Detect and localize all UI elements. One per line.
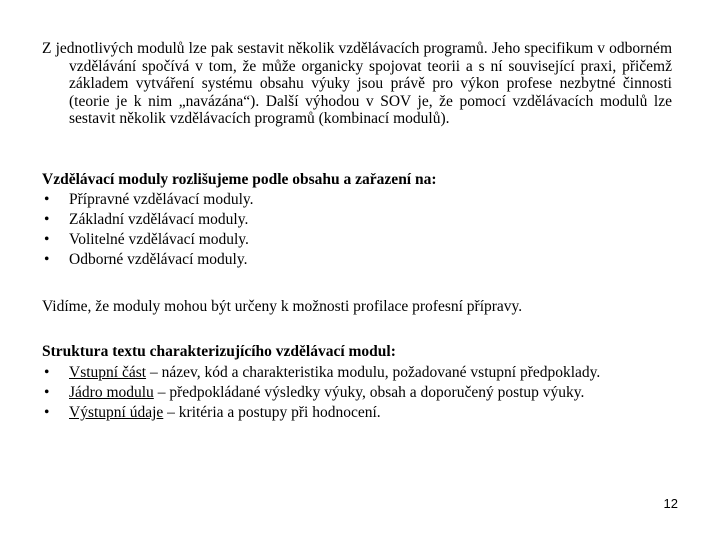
list-item: • Přípravné vzdělávací moduly. — [44, 191, 254, 208]
bullet-icon: • — [44, 211, 50, 228]
intro-paragraph: Z jednotlivých modulů lze pak sestavit několik vzdělávacích programů. Jeho specifikum v odborném vzdělávání spočívá v tom, že může organicky spojovat teorii a s ní související praxi, přičemž základem vytváření systému obsahu výuky jsou právě pro výkon profese nezbytné činnosti (teorie je k nim „navázána“). Další výhodou v SOV je, že pomocí vzdělávacích modulů lze sestavit několik vzdělávacích programů (kombinací modulů). — [42, 40, 672, 127]
list-item — [42, 404, 682, 422]
structure-list — [42, 364, 682, 424]
structure-desc: – název, kód a charakteristika modulu, požadované vstupní předpoklady. — [146, 364, 601, 381]
modules-heading: Vzdělávací moduly rozlišujeme podle obsahu a zařazení na: — [42, 171, 437, 188]
bullet-icon: • — [44, 191, 50, 208]
structure-desc: – kritéria a postupy při hodnocení. — [163, 404, 381, 421]
bullet-icon: • — [44, 384, 50, 401]
structure-desc: – předpokládané výsledky výuky, obsah a doporučený postup výuky. — [153, 384, 585, 401]
structure-term: Výstupní údaje — [69, 404, 164, 421]
list-item: • Základní vzdělávací moduly. — [44, 211, 249, 228]
list-item: • Odborné vzdělávací moduly. — [44, 251, 248, 268]
page-number: 12 — [663, 496, 678, 511]
list-item — [42, 364, 682, 382]
profiling-paragraph: Vidíme, že moduly mohou být určeny k možnosti profilace profesní přípravy. — [42, 298, 523, 315]
structure-term: Jádro modulu — [69, 384, 154, 401]
list-item: • Volitelné vzdělávací moduly. — [44, 231, 249, 248]
list-item — [42, 384, 682, 402]
bullet-icon: • — [44, 251, 50, 268]
bullet-icon: • — [44, 364, 50, 381]
modules-list — [42, 191, 682, 271]
structure-heading: Struktura textu charakterizujícího vzdělávací modul: — [42, 343, 396, 360]
bullet-icon: • — [44, 231, 50, 248]
bullet-icon: • — [44, 404, 50, 421]
structure-term: Vstupní část — [69, 364, 147, 381]
